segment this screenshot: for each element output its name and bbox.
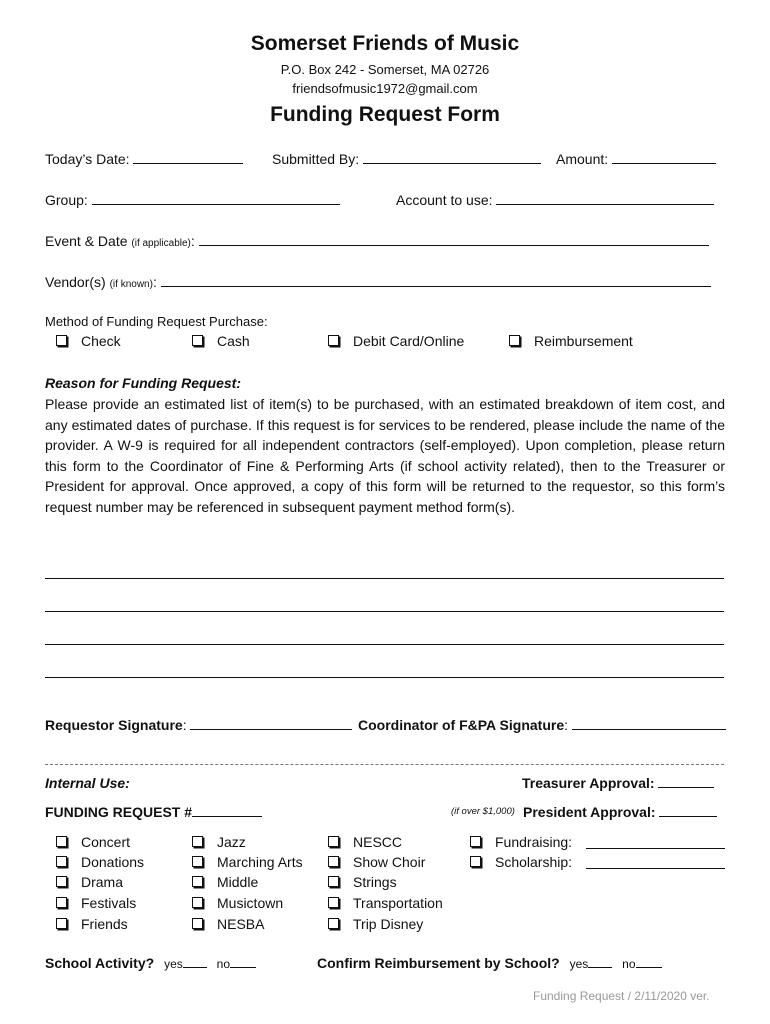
yes-label: yes [164,957,183,971]
account-line [496,192,714,205]
submitted-by-label: Submitted By: [272,151,360,167]
org-name: Somerset Friends of Music [250,32,520,55]
treasurer-approval-field[interactable] [522,775,714,791]
confirm-reimbursement-label: Confirm Reimbursement by School? [317,955,560,971]
checkbox-icon [509,335,520,346]
option-label: Festivals [81,895,137,911]
checkbox-icon [56,856,67,867]
reason-heading: Reason for Funding Request: [45,375,241,391]
checkbox-icon [328,856,339,867]
scholarship-line[interactable] [586,868,725,869]
funding-request-number-field[interactable] [45,804,262,820]
no-line [230,957,256,968]
internal-option[interactable] [56,874,123,890]
group-field[interactable] [45,192,340,208]
funding-request-number-label: FUNDING REQUEST # [45,804,193,820]
checkbox-icon [328,918,339,929]
option-label: Marching Arts [217,854,303,870]
checkbox-icon [470,856,481,867]
internal-option[interactable] [328,874,397,890]
no-label: no [622,957,636,971]
checkbox-icon [192,856,203,867]
internal-option[interactable] [56,834,130,850]
account-field[interactable] [396,192,714,208]
requestor-signature-field[interactable]: Requestor Signature: [45,717,352,733]
option-label: Musictown [217,895,284,911]
option-label: Donations [81,854,145,870]
checkbox-icon [192,836,203,847]
option-label: Concert [81,834,131,850]
footer-version: Funding Request / 2/11/2020 ver. [533,989,710,1003]
internal-option[interactable] [192,854,303,870]
checkbox-icon [56,897,67,908]
vendor-line [161,274,711,287]
president-approval-line [659,804,717,817]
over-amount-note: (if over $1,000) [451,806,515,817]
fundraising-line[interactable] [586,848,725,849]
school-activity-label: School Activity? [45,955,155,971]
yes-line [183,957,207,968]
checkbox-icon [56,335,67,346]
method-option-label: Reimbursement [534,333,633,349]
internal-option[interactable] [56,895,136,911]
option-label: Middle [217,874,259,890]
president-approval-label: President Approval: [523,804,656,820]
coordinator-signature-label: Coordinator of F&PA Signature [358,717,565,733]
internal-heading: Internal Use: [45,775,130,791]
option-label: Strings [353,874,397,890]
option-label: Fundraising: [495,834,573,850]
checkbox-icon [192,918,203,929]
option-label: Friends [81,916,128,932]
checkbox-icon [192,335,203,346]
form-title: Funding Request Form [270,103,500,126]
today-date-label: Today’s Date: [45,151,130,167]
internal-divider [45,764,724,765]
event-date-field[interactable]: Event & Date (if applicable): [45,233,709,249]
vendor-field[interactable]: Vendor(s) (if known): [45,274,711,290]
method-debit[interactable] [328,333,464,349]
event-date-label: Event & Date [45,233,128,249]
reason-line-3[interactable] [45,644,724,645]
method-option-label: Check [81,333,121,349]
method-option-label: Debit Card/Online [353,333,465,349]
president-approval-field[interactable] [523,804,717,820]
method-cash[interactable] [192,333,250,349]
event-date-line [199,233,709,246]
reason-line-1[interactable] [45,578,724,579]
yes-line [588,957,612,968]
checkbox-icon [328,836,339,847]
option-label: Trip Disney [353,916,424,932]
option-label: Jazz [217,834,246,850]
reason-text: Please provide an estimated list of item(s) to be purchased, with an estimated breakdown of item cost, and any estimated dates of purchase. If this request is for services to be rendered, please include the name of the provider. A W-9 is required for all independent contractors (self-employed). Upon completion, please return this form to the Coordinator of Fine & Performing Arts (if school activity related), then to the Treasurer or President for approval. Once approved, a copy of this form will be returned to the requestor, so this form’s request number may be referenced in subsequent payment method form(s). [45,396,725,515]
method-option-label: Cash [217,333,250,349]
checkbox-icon [328,335,339,346]
group-line [92,192,340,205]
checkbox-icon [56,836,67,847]
internal-option[interactable] [192,874,258,890]
scholarship-field[interactable] [470,854,572,870]
option-label: NESCC [353,834,403,850]
reason-line-2[interactable] [45,611,724,612]
submitted-by-line [363,151,541,164]
checkbox-icon [56,876,67,887]
option-label: Transportation [353,895,443,911]
option-label: Scholarship: [495,854,573,870]
internal-option[interactable] [192,834,246,850]
event-date-note: (if applicable) [131,238,191,249]
amount-line [612,151,716,164]
method-label: Method of Funding Request Purchase: [45,314,268,329]
fundraising-field[interactable] [470,834,572,850]
internal-option[interactable] [328,834,402,850]
account-label: Account to use: [396,192,493,208]
checkbox-icon [328,876,339,887]
no-label: no [216,957,230,971]
method-reimbursement[interactable] [509,333,633,349]
internal-option[interactable] [192,916,264,932]
option-label: NESBA [217,916,265,932]
group-label: Group: [45,192,88,208]
coordinator-signature-field[interactable]: Coordinator of F&PA Signature: [358,717,726,733]
reason-line-4[interactable] [45,677,724,678]
method-check[interactable] [56,333,121,349]
submitted-by-field[interactable] [272,151,541,167]
vendor-label: Vendor(s) [45,274,106,290]
checkbox-icon [56,918,67,929]
coordinator-signature-line [572,717,726,730]
requestor-signature-line [190,717,352,730]
checkbox-icon [192,876,203,887]
org-email: friendsofmusic1972@gmail.com [292,81,478,96]
internal-option[interactable] [328,854,425,870]
vendor-note: (if known) [109,279,153,290]
no-line [636,957,662,968]
option-label: Drama [81,874,124,890]
internal-option[interactable] [56,916,128,932]
today-date-line [133,151,243,164]
internal-option[interactable] [192,895,283,911]
funding-request-number-line [192,804,262,817]
org-address: P.O. Box 242 - Somerset, MA 02726 [280,62,490,77]
treasurer-approval-line [658,775,714,788]
confirm-reimbursement-field[interactable] [317,955,662,971]
school-activity-field[interactable] [45,955,256,971]
treasurer-approval-label: Treasurer Approval: [522,775,655,791]
internal-option[interactable] [328,895,443,911]
option-label: Show Choir [353,854,426,870]
yes-label: yes [569,957,589,971]
internal-option[interactable] [56,854,144,870]
amount-field[interactable] [556,151,716,167]
requestor-signature-label: Requestor Signature [45,717,183,733]
checkbox-icon [192,897,203,908]
checkbox-icon [328,897,339,908]
internal-option[interactable] [328,916,423,932]
checkbox-icon [470,836,481,847]
today-date-field[interactable] [45,151,243,167]
amount-label: Amount: [556,151,609,167]
